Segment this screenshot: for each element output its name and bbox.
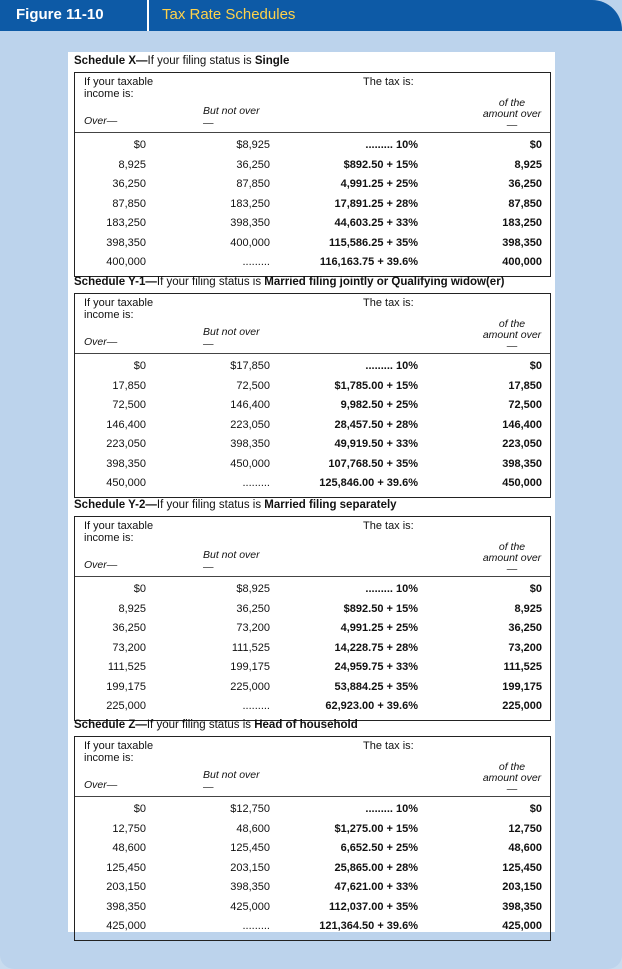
of-amount-over-header: of the amount over— — [482, 541, 542, 575]
but-not-over-cell: 225,000 — [230, 680, 270, 693]
tax-is-header: The tax is: — [363, 520, 414, 532]
but-not-over-cell: 36,250 — [236, 158, 270, 171]
table-row — [75, 679, 550, 699]
table-row — [75, 840, 550, 860]
header-rule — [75, 796, 550, 797]
table-row — [75, 358, 550, 378]
table-row — [75, 640, 550, 660]
of-amount-cell: 223,050 — [502, 438, 542, 450]
tax-cell: 125,846.00 + 39.6% — [319, 477, 418, 489]
table-row — [75, 620, 550, 640]
of-amount-cell: 73,200 — [508, 641, 542, 654]
of-amount-cell: 146,400 — [502, 418, 542, 431]
schedule-prefix: Schedule Y-1— — [74, 276, 157, 288]
tax-cell: 112,037.00 + 35% — [329, 900, 418, 913]
but-not-over-header: But not over— — [203, 326, 260, 350]
filing-status: Married filing separately — [264, 499, 397, 511]
but-not-over-cell: 72,500 — [236, 379, 270, 392]
table-row — [75, 176, 550, 196]
of-amount-cell: $0 — [529, 139, 542, 151]
table-row — [75, 215, 550, 235]
of-amount-cell: 36,250 — [508, 178, 542, 190]
of-amount-cell: 8,925 — [514, 602, 542, 615]
tax-cell: 17,891.25 + 28% — [334, 197, 418, 210]
over-cell: 398,350 — [106, 457, 146, 470]
table-row — [75, 821, 550, 841]
but-not-over-cell: $17,850 — [230, 360, 270, 372]
table-row — [75, 137, 550, 157]
of-amount-cell: 425,000 — [502, 920, 542, 932]
table-row — [75, 899, 550, 919]
over-cell: 72,500 — [112, 399, 146, 411]
tax-is-header: The tax is: — [363, 297, 414, 309]
tax-cell: ......... 10% — [365, 583, 418, 595]
but-not-over-cell: 203,150 — [230, 861, 270, 874]
schedule-table — [74, 293, 551, 498]
schedule-condition: If your filing status is — [156, 499, 265, 511]
of-amount-over-header: of the amount over— — [482, 318, 542, 352]
over-header: Over— — [84, 559, 118, 571]
over-cell: 8,925 — [118, 602, 146, 615]
but-not-over-cell: 48,600 — [236, 822, 270, 835]
of-amount-cell: 398,350 — [502, 236, 542, 249]
tax-cell: 107,768.50 + 35% — [328, 457, 418, 470]
tax-cell: $892.50 + 15% — [343, 602, 418, 615]
of-amount-cell: 125,450 — [502, 861, 542, 874]
of-amount-cell: 87,850 — [508, 197, 542, 210]
over-cell: 400,000 — [106, 256, 146, 268]
tax-cell: 115,586.25 + 35% — [329, 236, 418, 249]
over-cell: 146,400 — [106, 418, 146, 431]
of-amount-cell: 225,000 — [502, 700, 542, 712]
tax-cell: 53,884.25 + 35% — [334, 680, 418, 693]
over-cell: $0 — [133, 803, 146, 815]
of-amount-cell: 111,525 — [503, 661, 542, 673]
over-header: Over— — [84, 336, 118, 348]
schedule-condition: If your filing status is — [156, 276, 265, 288]
but-not-over-cell: 87,850 — [236, 178, 270, 190]
but-not-over-cell: $8,925 — [236, 139, 270, 151]
over-cell: 199,175 — [106, 680, 146, 693]
tax-cell: 116,163.75 + 39.6% — [319, 256, 418, 268]
but-not-over-cell: $12,750 — [230, 803, 270, 815]
tax-cell: 44,603.25 + 33% — [334, 217, 418, 229]
figure-title: Tax Rate Schedules — [162, 6, 296, 23]
of-amount-cell: 398,350 — [502, 457, 542, 470]
tax-is-header: The tax is: — [363, 740, 414, 752]
tax-cell: $1,785.00 + 15% — [334, 379, 418, 392]
schedule-condition: If your filing status is — [147, 55, 255, 67]
over-cell: $0 — [133, 360, 146, 372]
over-cell: 398,350 — [106, 900, 146, 913]
tax-cell: 14,228.75 + 28% — [334, 641, 418, 654]
over-cell: 36,250 — [112, 622, 146, 634]
table-row — [75, 254, 550, 274]
but-not-over-cell: 398,350 — [230, 438, 270, 450]
over-header: Over— — [84, 115, 118, 127]
table-row — [75, 397, 550, 417]
tax-cell: 121,364.50 + 39.6% — [319, 920, 418, 932]
over-cell: 73,200 — [112, 641, 146, 654]
of-amount-cell: 48,600 — [508, 842, 542, 854]
table-row — [75, 436, 550, 456]
tax-cell: 4,991.25 + 25% — [340, 178, 418, 190]
header-divider — [147, 0, 149, 31]
tax-cell: 62,923.00 + 39.6% — [325, 700, 418, 712]
but-not-over-cell: 36,250 — [236, 602, 270, 615]
over-cell: 87,850 — [112, 197, 146, 210]
table-row — [75, 601, 550, 621]
over-cell: 125,450 — [106, 861, 146, 874]
of-amount-cell: 203,150 — [502, 881, 542, 893]
tax-cell: ......... 10% — [365, 803, 418, 815]
but-not-over-cell: 125,450 — [230, 842, 270, 854]
tax-cell: 25,865.00 + 28% — [334, 861, 418, 874]
but-not-over-cell: 400,000 — [230, 236, 270, 249]
tax-schedules-document — [68, 52, 555, 932]
of-amount-cell: 398,350 — [502, 900, 542, 913]
table-row — [75, 456, 550, 476]
but-not-over-cell: 111,525 — [231, 641, 270, 654]
schedule-prefix: Schedule X— — [74, 55, 148, 67]
but-not-over-cell: ......... — [242, 477, 270, 489]
of-amount-cell: 12,750 — [508, 822, 542, 835]
table-row — [75, 157, 550, 177]
filing-status: Single — [254, 55, 290, 67]
of-amount-cell: 36,250 — [508, 622, 542, 634]
table-row — [75, 378, 550, 398]
schedule-table — [74, 72, 551, 277]
of-amount-cell: $0 — [529, 803, 542, 815]
over-cell: 111,525 — [107, 661, 146, 673]
but-not-over-header: But not over— — [203, 769, 260, 793]
of-amount-cell: 400,000 — [502, 256, 542, 268]
taxable-income-header: If your taxable income is: — [84, 76, 154, 100]
table-row — [75, 235, 550, 255]
taxable-income-header: If your taxable income is: — [84, 740, 154, 764]
table-row — [75, 698, 550, 718]
but-not-over-cell: ......... — [242, 920, 270, 932]
of-amount-cell: 17,850 — [508, 379, 542, 392]
over-cell: 225,000 — [106, 700, 146, 712]
table-row — [75, 196, 550, 216]
figure-header — [0, 0, 622, 31]
taxable-income-header: If your taxable income is: — [84, 520, 154, 544]
but-not-over-cell: 73,200 — [236, 622, 270, 634]
schedule-prefix: Schedule Y-2— — [74, 499, 157, 511]
figure-label: Figure 11-10 — [16, 6, 104, 23]
of-amount-over-header: of the amount over— — [482, 97, 542, 131]
tax-cell: $1,275.00 + 15% — [334, 822, 418, 835]
schedule-prefix: Schedule Z— — [74, 719, 147, 731]
tax-is-header: The tax is: — [363, 76, 414, 88]
tax-cell: 28,457.50 + 28% — [334, 418, 418, 431]
of-amount-cell: $0 — [529, 583, 542, 595]
of-amount-cell: 450,000 — [502, 477, 542, 489]
schedule-table — [74, 516, 551, 721]
header-rule — [75, 132, 550, 133]
of-amount-cell: 183,250 — [502, 217, 542, 229]
over-header: Over— — [84, 779, 118, 791]
tax-cell: $892.50 + 15% — [343, 158, 418, 171]
filing-status: Married filing jointly or Qualifying widow(er) — [264, 276, 505, 288]
but-not-over-header: But not over— — [203, 105, 260, 129]
tax-cell: ......... 10% — [365, 360, 418, 372]
over-cell: 48,600 — [112, 842, 146, 854]
schedule-table — [74, 736, 551, 941]
header-rule — [75, 353, 550, 354]
header-rule — [75, 576, 550, 577]
but-not-over-cell: $8,925 — [236, 583, 270, 595]
over-cell: $0 — [133, 139, 146, 151]
over-cell: 36,250 — [112, 178, 146, 190]
tax-cell: 24,959.75 + 33% — [334, 661, 418, 673]
over-cell: 425,000 — [106, 920, 146, 932]
table-row — [75, 475, 550, 495]
but-not-over-cell: 183,250 — [230, 197, 270, 210]
of-amount-cell: $0 — [529, 360, 542, 372]
but-not-over-cell: ......... — [242, 256, 270, 268]
but-not-over-cell: 450,000 — [230, 457, 270, 470]
but-not-over-header: But not over— — [203, 549, 260, 573]
but-not-over-cell: 398,350 — [230, 217, 270, 229]
but-not-over-cell: 223,050 — [230, 418, 270, 431]
table-row — [75, 659, 550, 679]
table-row — [75, 417, 550, 437]
filing-status: Head of household — [254, 719, 358, 731]
over-cell: 183,250 — [106, 217, 146, 229]
of-amount-cell: 72,500 — [508, 399, 542, 411]
but-not-over-cell: ......... — [242, 700, 270, 712]
schedule-heading — [74, 719, 358, 731]
of-amount-cell: 8,925 — [514, 158, 542, 171]
but-not-over-cell: 398,350 — [230, 881, 270, 893]
over-cell: 8,925 — [118, 158, 146, 171]
table-row — [75, 801, 550, 821]
taxable-income-header: If your taxable income is: — [84, 297, 154, 321]
over-cell: $0 — [133, 583, 146, 595]
table-row — [75, 918, 550, 938]
over-cell: 17,850 — [112, 379, 146, 392]
of-amount-over-header: of the amount over— — [482, 761, 542, 795]
but-not-over-cell: 199,175 — [230, 661, 270, 673]
over-cell: 12,750 — [112, 822, 146, 835]
over-cell: 398,350 — [106, 236, 146, 249]
over-cell: 223,050 — [106, 438, 146, 450]
schedule-heading — [74, 55, 289, 67]
table-row — [75, 860, 550, 880]
but-not-over-cell: 146,400 — [230, 399, 270, 411]
tax-cell: 9,982.50 + 25% — [340, 399, 418, 411]
tax-cell: 4,991.25 + 25% — [340, 622, 418, 634]
tax-cell: 47,621.00 + 33% — [334, 881, 418, 893]
over-cell: 450,000 — [106, 477, 146, 489]
tax-cell: 6,652.50 + 25% — [340, 842, 418, 854]
tax-cell: ......... 10% — [365, 139, 418, 151]
table-row — [75, 879, 550, 899]
schedule-condition: If your filing status is — [146, 719, 255, 731]
of-amount-cell: 199,175 — [502, 680, 542, 693]
over-cell: 203,150 — [106, 881, 146, 893]
schedule-heading — [74, 499, 397, 511]
schedule-heading — [74, 276, 505, 288]
table-row — [75, 581, 550, 601]
tax-cell: 49,919.50 + 33% — [334, 438, 418, 450]
but-not-over-cell: 425,000 — [230, 900, 270, 913]
